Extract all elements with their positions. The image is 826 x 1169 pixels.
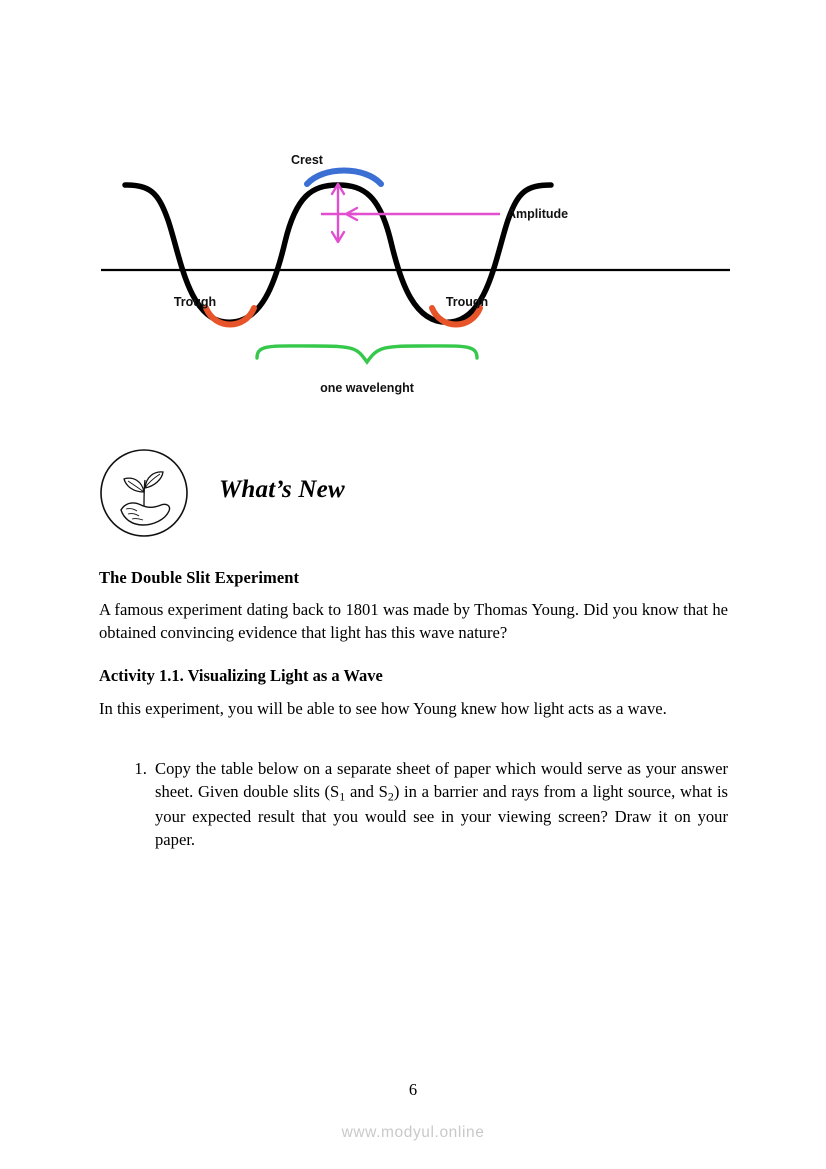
list-item bbox=[151, 757, 728, 852]
amplitude-pointer bbox=[346, 208, 500, 220]
step-text-part2: and S bbox=[345, 781, 388, 801]
whats-new-header bbox=[99, 448, 599, 540]
activity-paragraph: In this experiment, you will be able to see how Young knew how light acts as a wave. bbox=[99, 699, 667, 719]
activity-heading: Activity 1.1. Visualizing Light as a Wave bbox=[99, 666, 383, 686]
step-subscript-2: 2 bbox=[387, 789, 394, 804]
hand-holding-plant-icon bbox=[99, 448, 189, 538]
intro-paragraph: A famous experiment dating back to 1801 was made by Thomas Young. Did you know that he obtained convincing evidence that light has this wave nature? bbox=[99, 600, 728, 643]
crest-label: Crest bbox=[291, 153, 323, 167]
page-number: 6 bbox=[408, 1080, 418, 1099]
watermark: www.modyul.online bbox=[341, 1124, 485, 1141]
wave-figure bbox=[85, 130, 745, 405]
trough-label-left: Trough bbox=[173, 295, 217, 309]
activity-steps bbox=[99, 757, 728, 852]
section-heading: The Double Slit Experiment bbox=[99, 568, 300, 587]
amplitude-label: Amplitude bbox=[507, 207, 569, 221]
step-subscript-1: 1 bbox=[339, 789, 346, 804]
trough-marker-left bbox=[206, 308, 254, 325]
crest-marker bbox=[307, 171, 381, 185]
step-text-part3: ) in a barrier and rays from a light source, what is your expected result that you would see in your viewing screen? Draw it on your paper. bbox=[155, 781, 729, 850]
whats-new-title: What’s New bbox=[219, 476, 345, 503]
wavelength-brace bbox=[257, 346, 477, 362]
content-body bbox=[99, 568, 728, 851]
trough-label-right: Trough bbox=[445, 295, 489, 309]
wavelength-label: one wavelenght bbox=[320, 381, 414, 395]
step-text-part1: Copy the table below on a separate sheet of paper which would serve as your answer sheet. Given double slits (S bbox=[155, 758, 728, 801]
